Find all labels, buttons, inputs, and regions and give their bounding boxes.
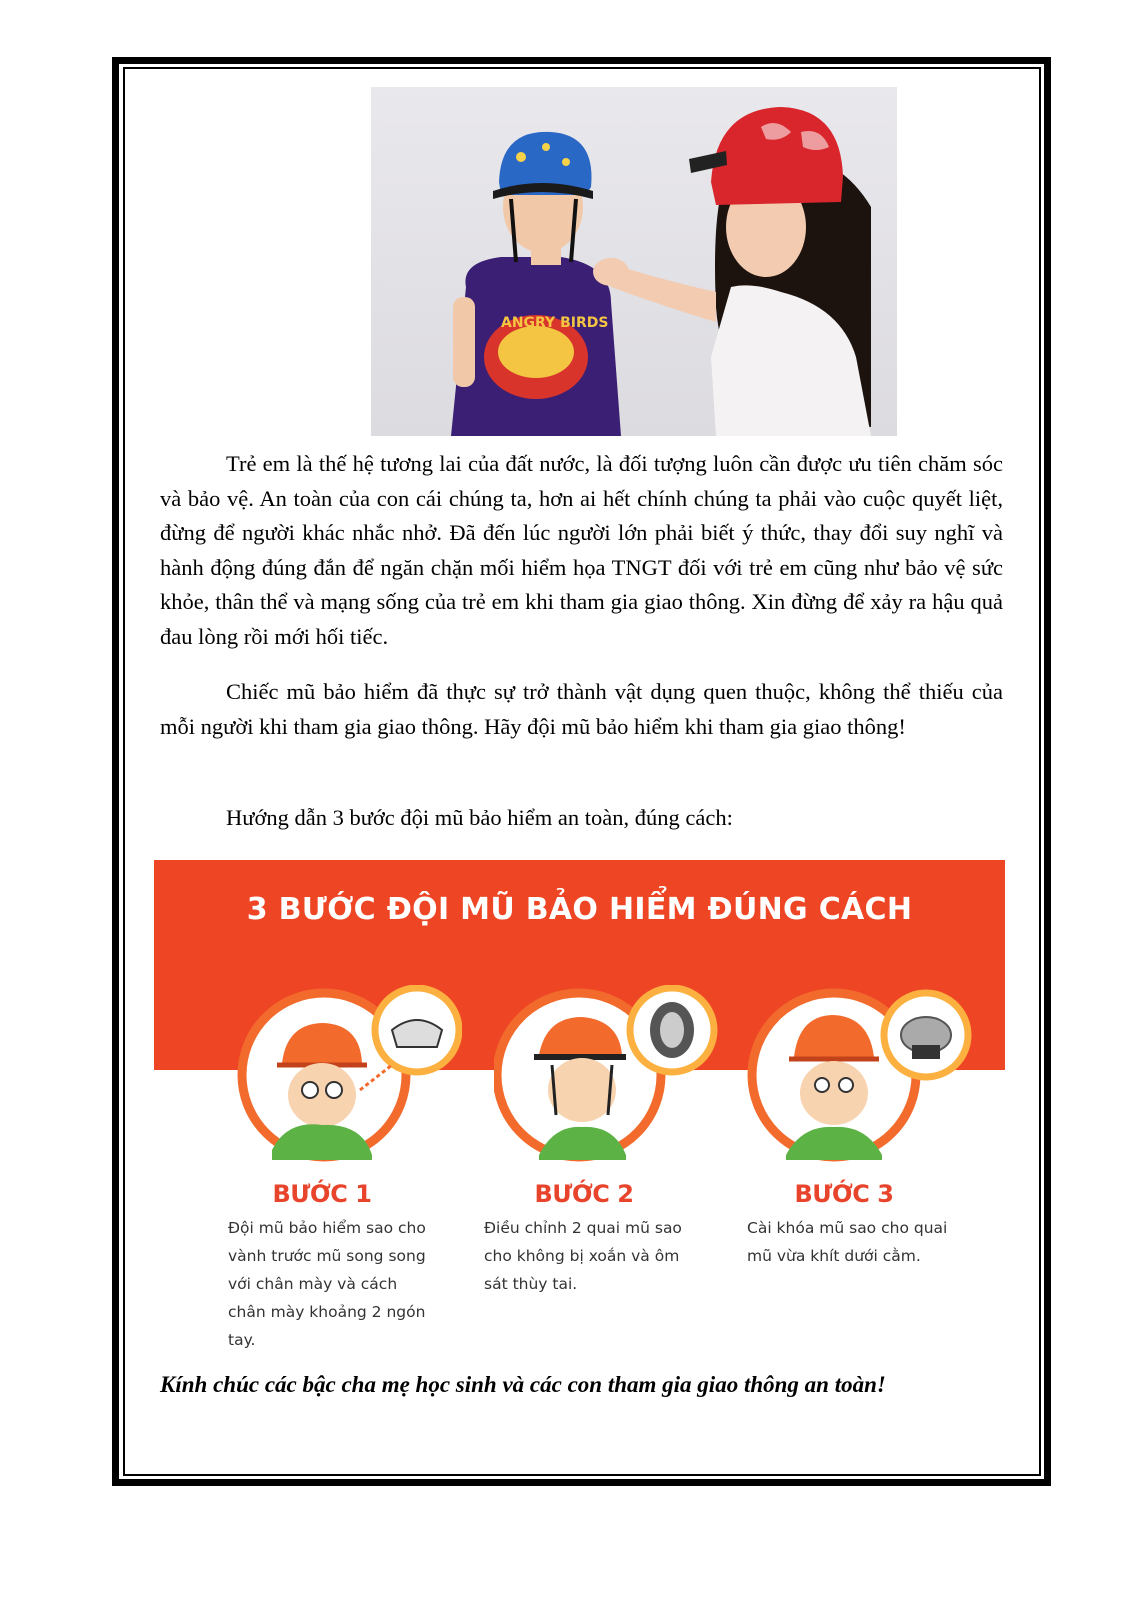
closing-message: Kính chúc các bậc cha mẹ học sinh và các con tham gia giao thông an toàn!: [160, 1372, 886, 1397]
step-3-description: Cài khóa mũ sao cho quai mũ vừa khít dưới cằm.: [747, 1219, 948, 1265]
intro-paragraph: Trẻ em là thế hệ tương lai của đất nước, là đối tượng luôn cần được ưu tiên chăm sóc và bảo vệ. An toàn của con cái chúng ta, hơn ai hết chính chúng ta phải vào cuộc quyết liệt, đừng để người khác nhắc nhở. Đã đến lúc người lớn phải biết ý thức, thay đổi suy nghĩ và hành động đúng đắn để ngăn chặn mối hiểm họa TNGT đối với trẻ em cũng như bảo vệ sức khỏe, thân thể và mạng sống của trẻ em khi tham gia giao thông. Xin đừng để xảy ra hậu quả đau lòng rồi mới hối tiếc.: [160, 451, 1003, 649]
svg-text:ANGRY BIRDS: ANGRY BIRDS: [501, 315, 609, 331]
helmet-paragraph: Chiếc mũ bảo hiểm đã thực sự trở thành vật dụng quen thuộc, không thể thiếu của mỗi người khi tham gia giao thông. Hãy đội mũ bảo hiểm khi tham gia giao thông!: [160, 679, 1003, 739]
step-3-title: BƯỚC 3: [794, 1180, 894, 1208]
step-2: [484, 860, 724, 1348]
infographic-title: 3 BƯỚC ĐỘI MŨ BẢO HIỂM ĐÚNG CÁCH: [246, 892, 913, 927]
step-3: [744, 860, 974, 1348]
child-buckling-chin-strap-icon: [744, 985, 974, 1185]
guide-intro-line: Hướng dẫn 3 bước đội mũ bảo hiểm an toàn, đúng cách:: [226, 805, 733, 830]
child-adjusting-straps-icon: [494, 985, 724, 1185]
parent-child-helmet-photo: [371, 87, 897, 436]
child-adjusting-helmet-brim-icon: [232, 985, 462, 1185]
step-1-description: Đội mũ bảo hiểm sao cho vành trước mũ song song với chân mày và cách chân mày khoảng 2 ngón tay.: [228, 1219, 426, 1348]
step-2-description: Điều chỉnh 2 quai mũ sao cho không bị xoắn và ôm sát thùy tai.: [484, 1219, 682, 1293]
step-1-title: BƯỚC 1: [272, 1180, 372, 1208]
woman-figure: [593, 107, 871, 436]
helmet-steps-infographic: [154, 860, 1005, 1348]
step-1: [228, 860, 462, 1348]
child-figure: [451, 132, 621, 436]
step-2-title: BƯỚC 2: [534, 1180, 634, 1208]
